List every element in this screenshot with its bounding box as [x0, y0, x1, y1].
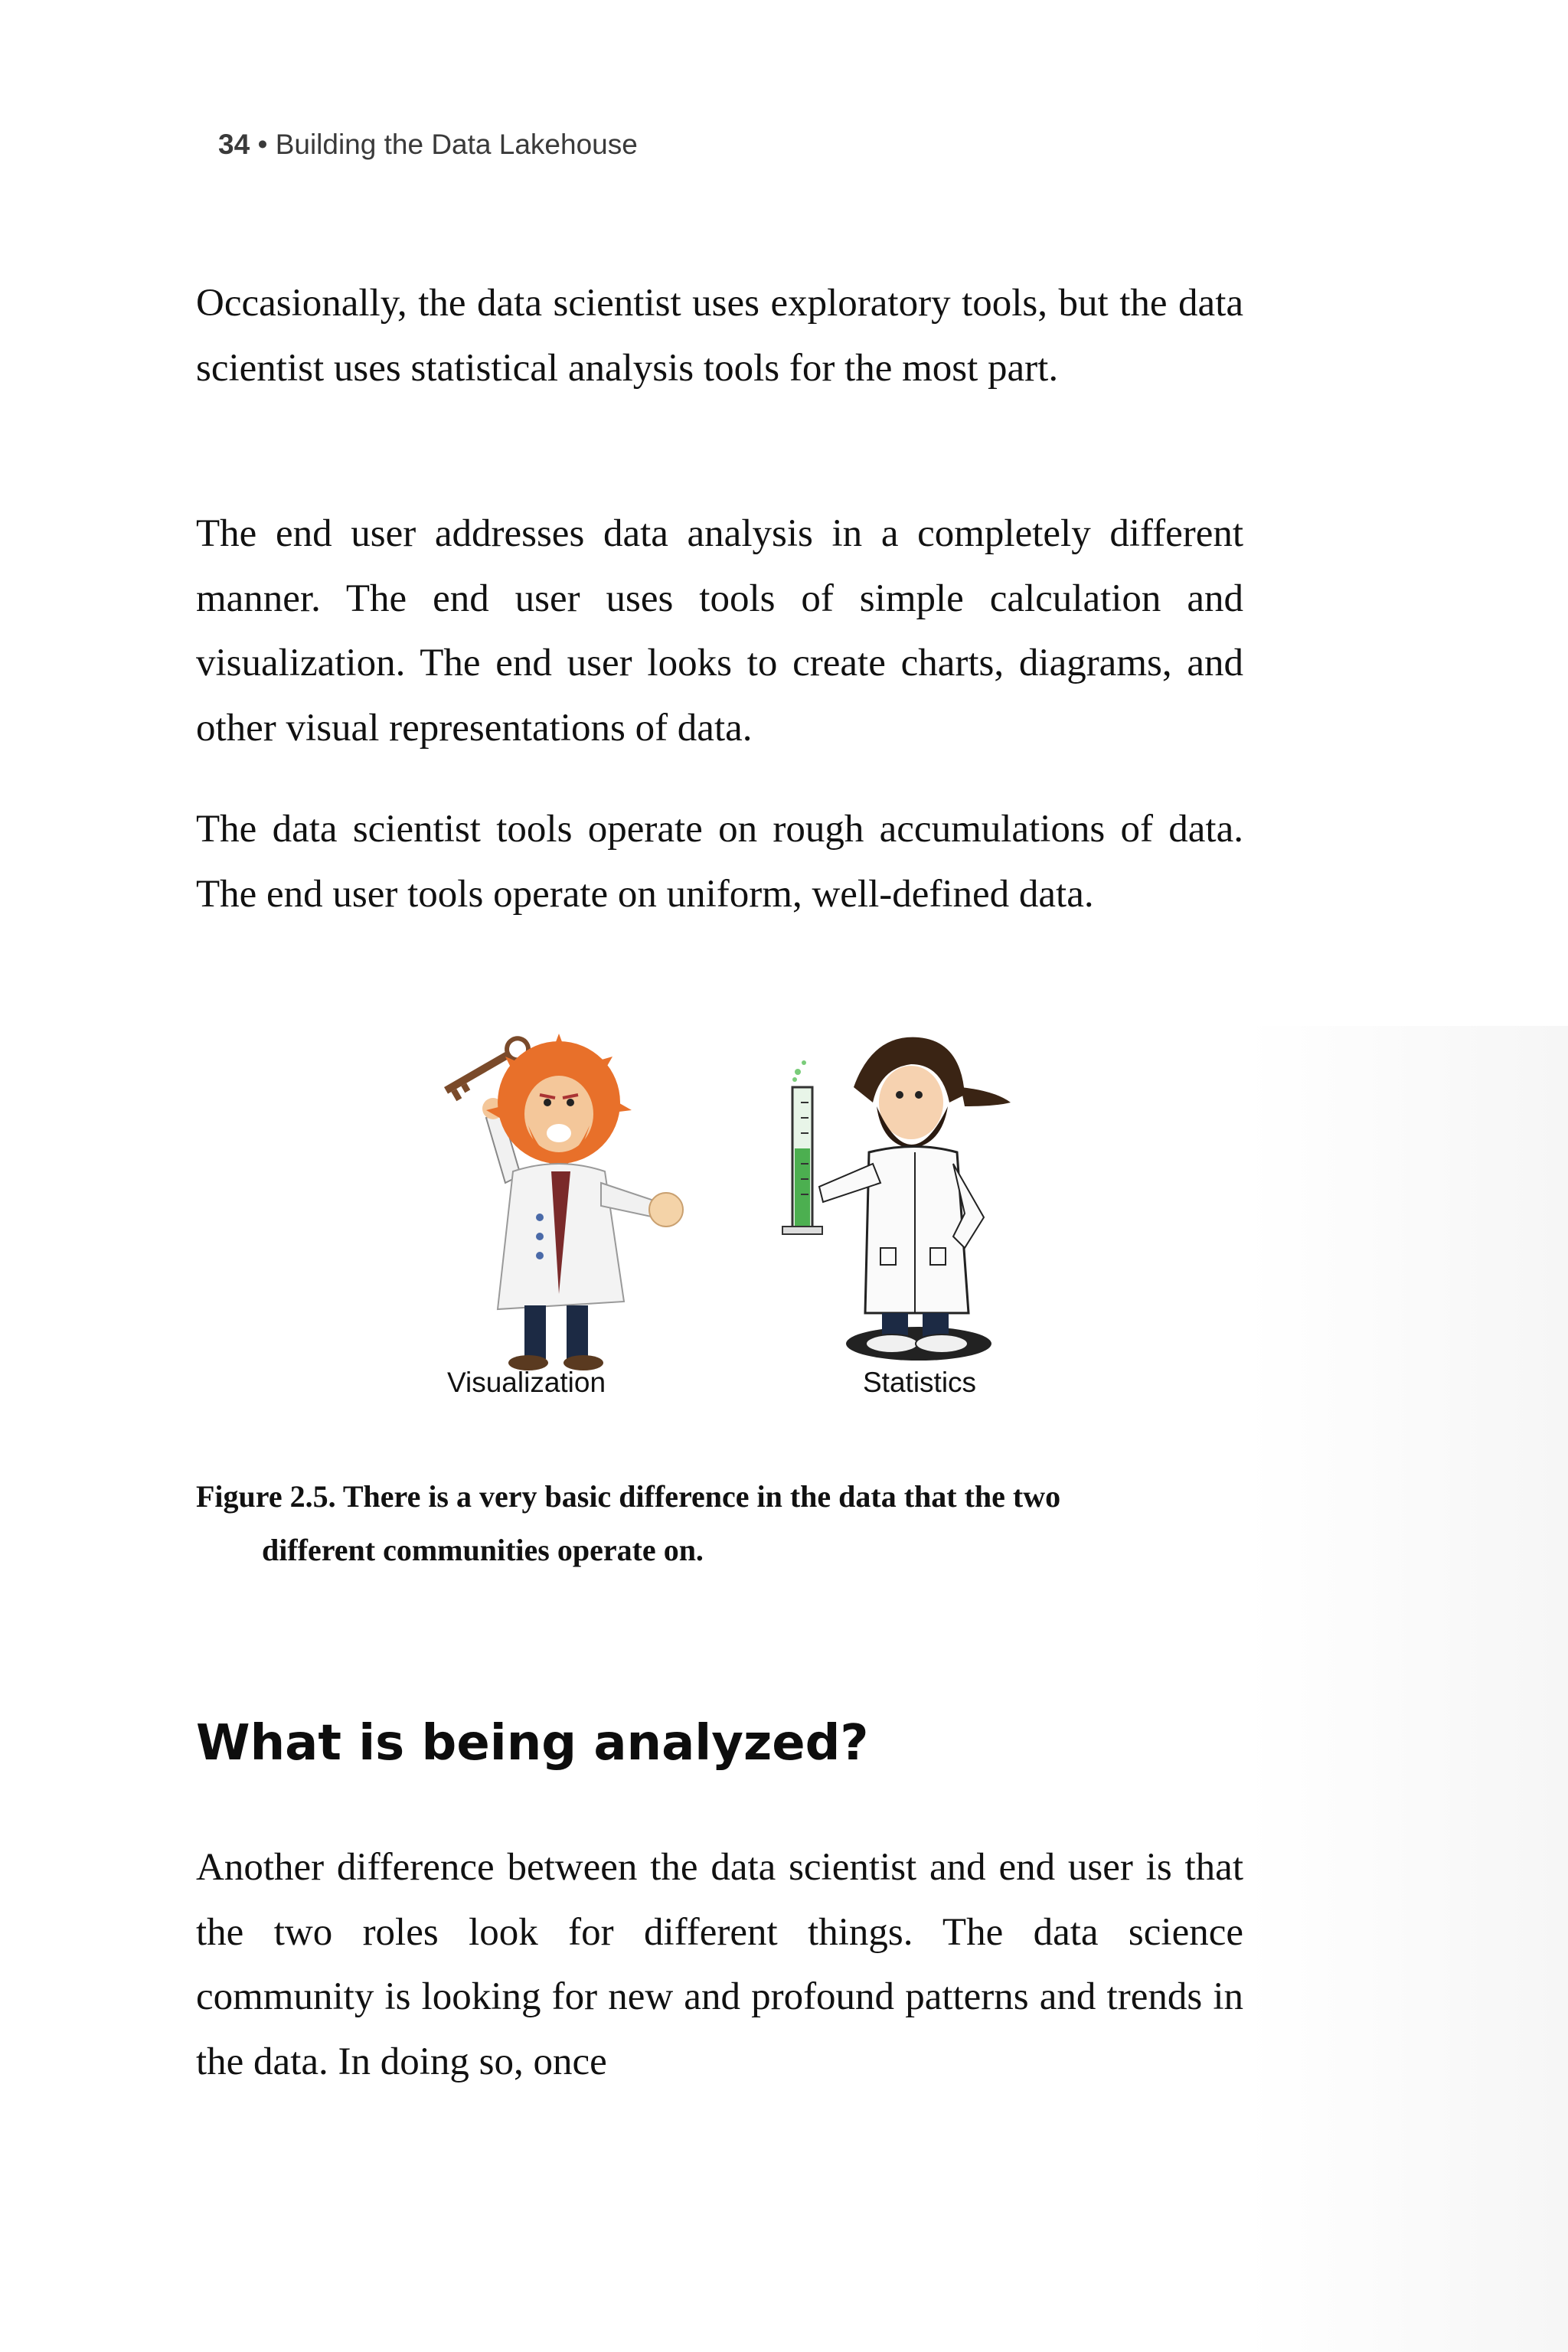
visualization-scientist-icon	[441, 1034, 684, 1370]
page-number: 34	[218, 129, 250, 160]
paragraph-different-things: Another difference between the data scientist and end user is that the two roles look for different things. The data science community is looking for new and profound patterns and trends in the data. In doing so, once	[196, 1846, 1243, 2083]
header-separator: •	[257, 129, 268, 160]
figure-caption-line1: Figure 2.5. There is a very basic difference in the data that the two	[196, 1479, 1061, 1514]
paragraph-tools-data: The data scientist tools operate on rough accumulations of data. The end user tools operate on uniform, well-defined data.	[196, 808, 1243, 916]
scientists-illustration	[413, 1018, 1041, 1370]
running-header	[218, 129, 638, 161]
book-title: Building the Data Lakehouse	[275, 129, 638, 160]
figure-caption	[196, 1470, 1253, 1577]
section-heading: What is being analyzed?	[196, 1715, 869, 1772]
figure-illustration	[413, 1018, 1041, 1416]
paragraph-end-user-analysis: The end user addresses data analysis in a completely different manner. The end user uses tools of simple calculation and visualization. The end user looks to create charts, diagrams, and other visual representations of data.	[196, 512, 1243, 750]
figure-label-visualization: Visualization	[447, 1367, 606, 1398]
paragraph-exploratory-tools: Occasionally, the data scientist uses exploratory tools, but the data scientist uses statistical analysis tools for the most part.	[196, 282, 1243, 390]
statistics-scientist-icon	[782, 1037, 1011, 1361]
figure-caption-line2: different communities operate on.	[262, 1533, 704, 1567]
page-edge-shade	[1246, 1026, 1568, 2352]
figure-label-statistics: Statistics	[863, 1367, 977, 1398]
